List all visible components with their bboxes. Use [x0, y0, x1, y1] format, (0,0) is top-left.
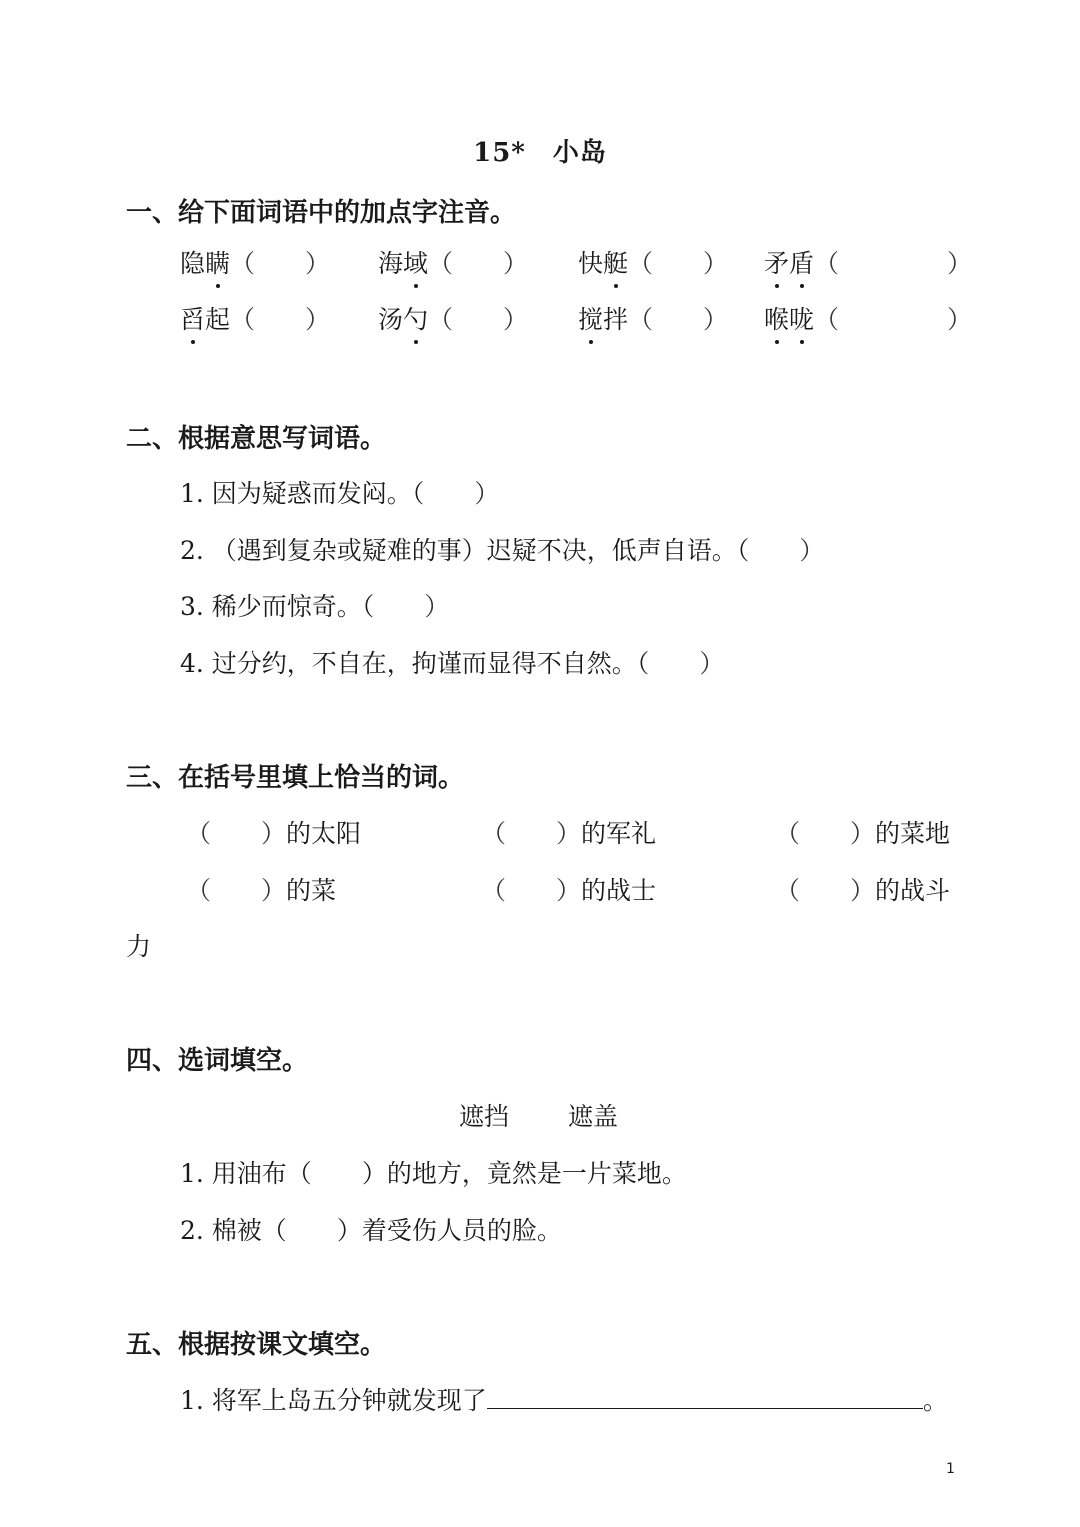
definition-item: 4. 过分约，不自在，拘谨而显得不自然。（ ）: [180, 644, 724, 680]
fill-sentence: 2. 棉被（ ）着受伤人员的脸。: [180, 1216, 562, 1245]
open-paren: （: [814, 249, 840, 278]
dotted-char: 搅: [578, 300, 603, 336]
answer-blank[interactable]: ）: [556, 876, 582, 905]
fill-item: （ ）的军礼: [481, 814, 656, 850]
open-paren: （: [814, 305, 840, 334]
fill-sentence: 1. 用油布（ ）的地方，竟然是一片菜地。: [180, 1159, 687, 1188]
fill-item: （ ）的太阳: [186, 814, 361, 850]
pinyin-item: [378, 300, 528, 336]
open-paren: （: [628, 305, 654, 334]
pinyin-item: [180, 300, 330, 336]
definition-item: 1. 因为疑惑而发闷。（ ）: [180, 474, 499, 510]
open-paren: （: [230, 249, 256, 278]
char: 汤: [378, 305, 404, 334]
word-choice: 遮盖: [568, 1102, 619, 1131]
dotted-char: 舀: [180, 300, 205, 336]
pinyin-item: [578, 244, 728, 280]
fill-item: （ ）的战斗: [775, 871, 950, 907]
fill-item: （ ）的菜地: [775, 814, 950, 850]
answer-blank[interactable]: ）的地方，竟然是一片菜地。: [361, 1159, 687, 1188]
char: 隐: [180, 249, 206, 278]
answer-blank[interactable]: ）: [305, 249, 331, 278]
pinyin-item: [764, 244, 972, 280]
char: 起: [205, 305, 231, 334]
answer-blank[interactable]: ）: [699, 649, 725, 678]
dotted-char: 盾: [789, 244, 814, 280]
pinyin-item: [764, 300, 972, 336]
definition-item: 3. 稀少而惊奇。（ ）: [180, 587, 449, 623]
dotted-char: 艇: [603, 244, 628, 280]
answer-blank[interactable]: ）: [261, 876, 287, 905]
answer-blank[interactable]: ）: [703, 305, 729, 334]
open-paren: （: [230, 305, 256, 334]
answer-blank[interactable]: ）: [850, 876, 876, 905]
definition-item: 2. （遇到复杂或疑难的事）迟疑不决，低声自语。（ ）: [180, 531, 824, 567]
pinyin-item: [578, 300, 728, 336]
dotted-char: 矛: [764, 244, 789, 280]
answer-blank[interactable]: ）: [556, 819, 582, 848]
char: 拌: [603, 305, 629, 334]
word-choice: 遮挡: [459, 1102, 510, 1131]
open-paren: （: [628, 249, 654, 278]
section2-heading: 二、根据意思写词语。: [126, 424, 387, 454]
dotted-char: 喉: [764, 300, 789, 336]
answer-blank[interactable]: ）: [305, 305, 331, 334]
answer-blank[interactable]: ）: [474, 479, 500, 508]
dotted-char: 勺: [403, 300, 428, 336]
char: 海: [378, 249, 404, 278]
answer-blank[interactable]: ）: [850, 819, 876, 848]
answer-blank[interactable]: ）: [947, 249, 973, 278]
char: 快: [578, 249, 604, 278]
answer-blank[interactable]: ）: [703, 249, 729, 278]
fill-sentence: 1. 将军上岛五分钟就发现了 。: [180, 1386, 948, 1415]
page-number: 1: [946, 1461, 955, 1477]
pinyin-item: [180, 244, 330, 280]
wrapped-text: 力: [126, 932, 152, 961]
dotted-char: 咙: [789, 300, 814, 336]
fill-item: （ ）的战士: [481, 871, 656, 907]
section3-heading: 三、在括号里填上恰当的词。: [126, 763, 465, 793]
section4-heading: 四、选词填空。: [126, 1046, 309, 1076]
answer-line[interactable]: [487, 1384, 923, 1409]
section5-heading: 五、根据按课文填空。: [126, 1330, 387, 1360]
answer-blank[interactable]: ）: [261, 819, 287, 848]
answer-blank[interactable]: ）: [947, 305, 973, 334]
answer-blank[interactable]: ）: [503, 249, 529, 278]
answer-blank[interactable]: ）: [799, 536, 825, 565]
answer-blank[interactable]: ）: [503, 305, 529, 334]
open-paren: （: [428, 249, 454, 278]
section1-heading: 一、给下面词语中的加点字注音。: [126, 198, 517, 228]
dotted-char: 瞒: [205, 244, 230, 280]
fill-item: （ ）的菜: [186, 871, 336, 907]
answer-blank[interactable]: ）: [424, 592, 450, 621]
pinyin-item: [378, 244, 528, 280]
answer-blank[interactable]: ）着受伤人员的脸。: [336, 1216, 562, 1245]
page-title: 15* 小岛: [473, 138, 607, 168]
dotted-char: 域: [403, 244, 428, 280]
open-paren: （: [428, 305, 454, 334]
